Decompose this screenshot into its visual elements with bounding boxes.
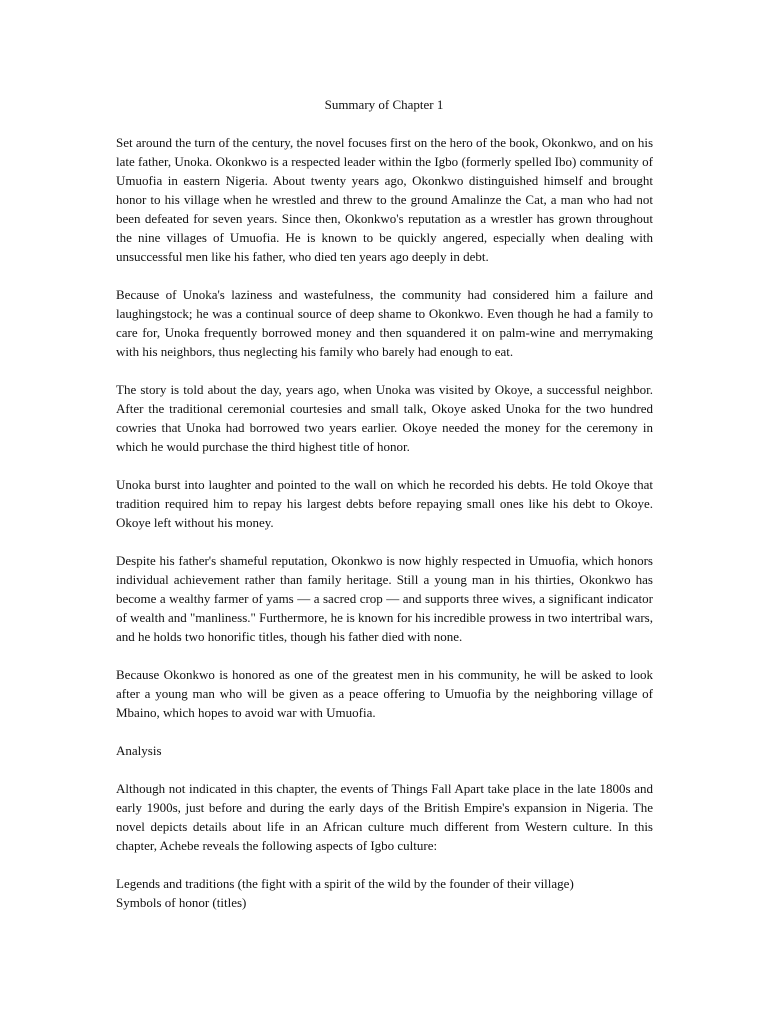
summary-paragraph: The story is told about the day, years ago, when Unoka was visited by Okoye, a successful neighbor. After the traditional ceremonial courtesies and small talk, Okoye asked Unoka for the two hundred cowries that Unoka had borrowed two years earlier. Okoye needed the money for the ceremony in which he would purchase the third highest title of honor. [116, 382, 653, 454]
analysis-heading: Analysis [116, 743, 162, 758]
analysis-paragraph: Although not indicated in this chapter, the events of Things Fall Apart take place in the late 1800s and early 1900s, just before and during the early days of the British Empire's expansion in Nigeria. The novel depicts details about life in an African culture much different from Western culture. In this chapter, Achebe reveals the following aspects of Igbo culture: [116, 781, 653, 853]
summary-paragraph: Unoka burst into laughter and pointed to the wall on which he recorded his debts. He told Okoye that tradition required him to repay his largest debts before repaying small ones like his debt to Okoye. Okoye left without his money. [116, 477, 653, 530]
document-body [116, 133, 653, 912]
summary-paragraph: Because of Unoka's laziness and wastefulness, the community had considered him a failure and laughingstock; he was a continual source of deep shame to Okonkwo. Even though he had a family to care for, Unoka frequently borrowed money and then squandered it on palm-wine and merrymaking with his neighbors, thus neglecting his family who barely had enough to eat. [116, 287, 653, 359]
summary-paragraph: Because Okonkwo is honored as one of the greatest men in his community, he will be asked to look after a young man who will be given as a peace offering to Umuofia by the neighboring village of Mbaino, which hopes to avoid war with Umuofia. [116, 667, 653, 720]
summary-paragraph: Despite his father's shameful reputation, Okonkwo is now highly respected in Umuofia, which honors individual achievement rather than family heritage. Still a young man in his thirties, Okonkwo has become a wealthy farmer of yams — a sacred crop — and supports three wives, a significant indicator of wealth and "manliness." Furthermore, he is known for his incredible prowess in two intertribal wars, and he holds two honorific titles, though his father died with none. [116, 553, 653, 644]
list-item: Legends and traditions (the fight with a spirit of the wild by the founder of their village) [116, 876, 574, 891]
page-title: Summary of Chapter 1 [324, 97, 444, 112]
list-item: Symbols of honor (titles) [116, 895, 247, 910]
summary-paragraph: Set around the turn of the century, the novel focuses first on the hero of the book, Okonkwo, and on his late father, Unoka. Okonkwo is a respected leader within the Igbo (formerly spelled Ibo) community of Umuofia in eastern Nigeria. About twenty years ago, Okonkwo distinguished himself and brought honor to his village when he wrestled and threw to the ground Amalinze the Cat, a man who had not been defeated for seven years. Since then, Okonkwo's reputation as a wrestler has grown throughout the nine villages of Umuofia. He is known to be quickly angered, especially when dealing with unsuccessful men like his father, who died ten years ago deeply in debt. [116, 135, 653, 264]
culture-aspects-list [116, 874, 653, 912]
